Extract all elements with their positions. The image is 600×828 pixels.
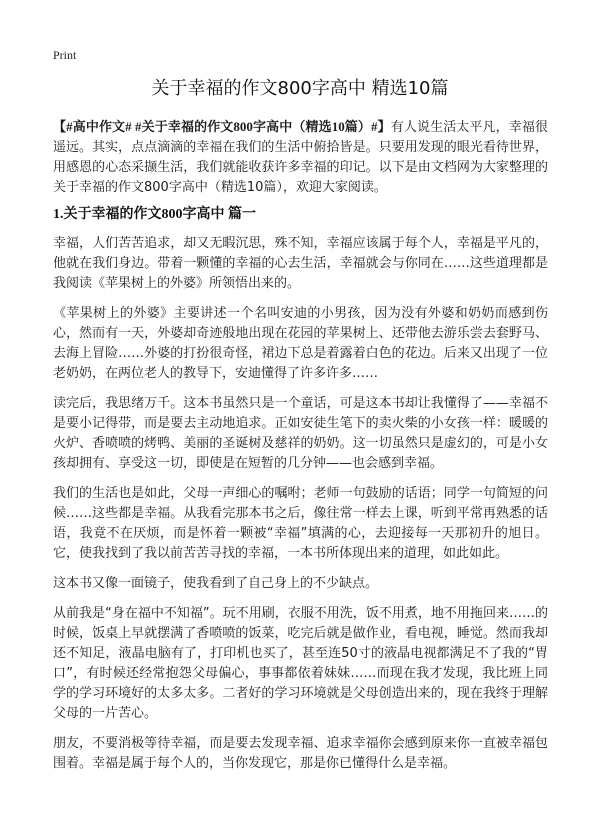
intro-lead-tags: 【#高中作文# #关于幸福的作文800字高中（精选10篇）#】 xyxy=(53,119,391,134)
essay-paragraph: 这本书又像一面镜子，使我看到了自己身上的不少缺点。 xyxy=(53,576,379,591)
essay-paragraph: 从前我是“身在福中不知福”。玩不用刷，衣服不用洗，饭不用煮，地不用拖回来……的时候，饭桌上早就摆满了香喷喷的饭菜，吃完后就是做作业，看电视，睡觉。然而我却还不知足，液晶电脑有了，打印机也买了，甚至连50寸的液晶电视都满足不了我的“胃口”，有时候还经常抱怨父母偏心，事事都依着妹妹……而现在我才发现，我比班上同学的学习环境好的太多太多。二者好的学习环境就是父母创造出来的，现在我终于理解父母的一片苦心。 xyxy=(53,606,548,721)
print-link[interactable]: Print xyxy=(53,48,77,62)
essay-body xyxy=(53,234,548,784)
essay-paragraph: 读完后，我思绪万千。这本书虽然只是一个童话，可是这本书却让我懂得了——幸福不是要小记得带，而是要去主动地追求。正如安徒生笔下的卖火柴的小女孩一样：暖暖的火炉、香喷喷的烤鸭、美丽的圣诞树及慈祥的奶奶。这一切虽然只是虚幻的，可是小女孩却拥有、享受这一切，即使是在短暂的几分钟——也会感到幸福。 xyxy=(53,396,548,471)
document-title: 关于幸福的作文800字高中 精选10篇 xyxy=(151,78,449,99)
section-heading: 1.关于幸福的作文800字高中 篇一 xyxy=(53,207,256,222)
essay-paragraph: 《苹果树上的外婆》主要讲述一个名叫安迪的小男孩，因为没有外婆和奶奶而感到伤心，然而有一天，外婆却奇迹般地出现在花园的苹果树上、还带他去游乐尝去套野马、去海上冒险……外婆的打扮很奇怪，裙边下总是着露着白色的花边。后来又出现了一位老奶奶，在两位老人的教导下，安迪懂得了许多许多…… xyxy=(53,306,548,381)
intro-text: 有人说生活太平凡，幸福很遥远。其实，点点滴滴的幸福在我们的生活中俯拾皆是。只要用发现的眼光看待世界，用感恩的心态采撷生活，我们就能收获许多幸福的印记。以下是由文档网为大家整理的关于幸福的作文800字高中（精选10篇），欢迎大家阅读。 xyxy=(53,120,548,195)
essay-paragraph: 朋友，不要消极等待幸福，而是要去发现幸福、追求幸福你会感到原来你一直被幸福包围着。幸福是属于每个人的，当你发现它，那是你已懂得什么是幸福。 xyxy=(53,736,548,771)
intro-paragraph xyxy=(53,117,548,198)
essay-paragraph: 幸福，人们苦苦追求，却又无暇沉思，殊不知，幸福应该属于每个人，幸福是平凡的，他就在我们身边。带着一颗懂的幸福的心去生活，幸福就会与你同在……这些道理都是我阅读《苹果树上的外婆》所领悟出来的。 xyxy=(53,236,548,291)
essay-paragraph: 我们的生活也是如此，父母一声细心的嘱咐；老师一句鼓励的话语；同学一句简短的问候……这些都是幸福。从我看完那本书之后，像往常一样去上课，听到平常再熟悉的话语，我竟不在厌烦，而是怀着一颗被“幸福”填满的心，去迎接每一天那初升的旭日。它，使我找到了我以前苦苦寻找的幸福，一本书所体现出来的道理，如此如此。 xyxy=(53,486,548,561)
